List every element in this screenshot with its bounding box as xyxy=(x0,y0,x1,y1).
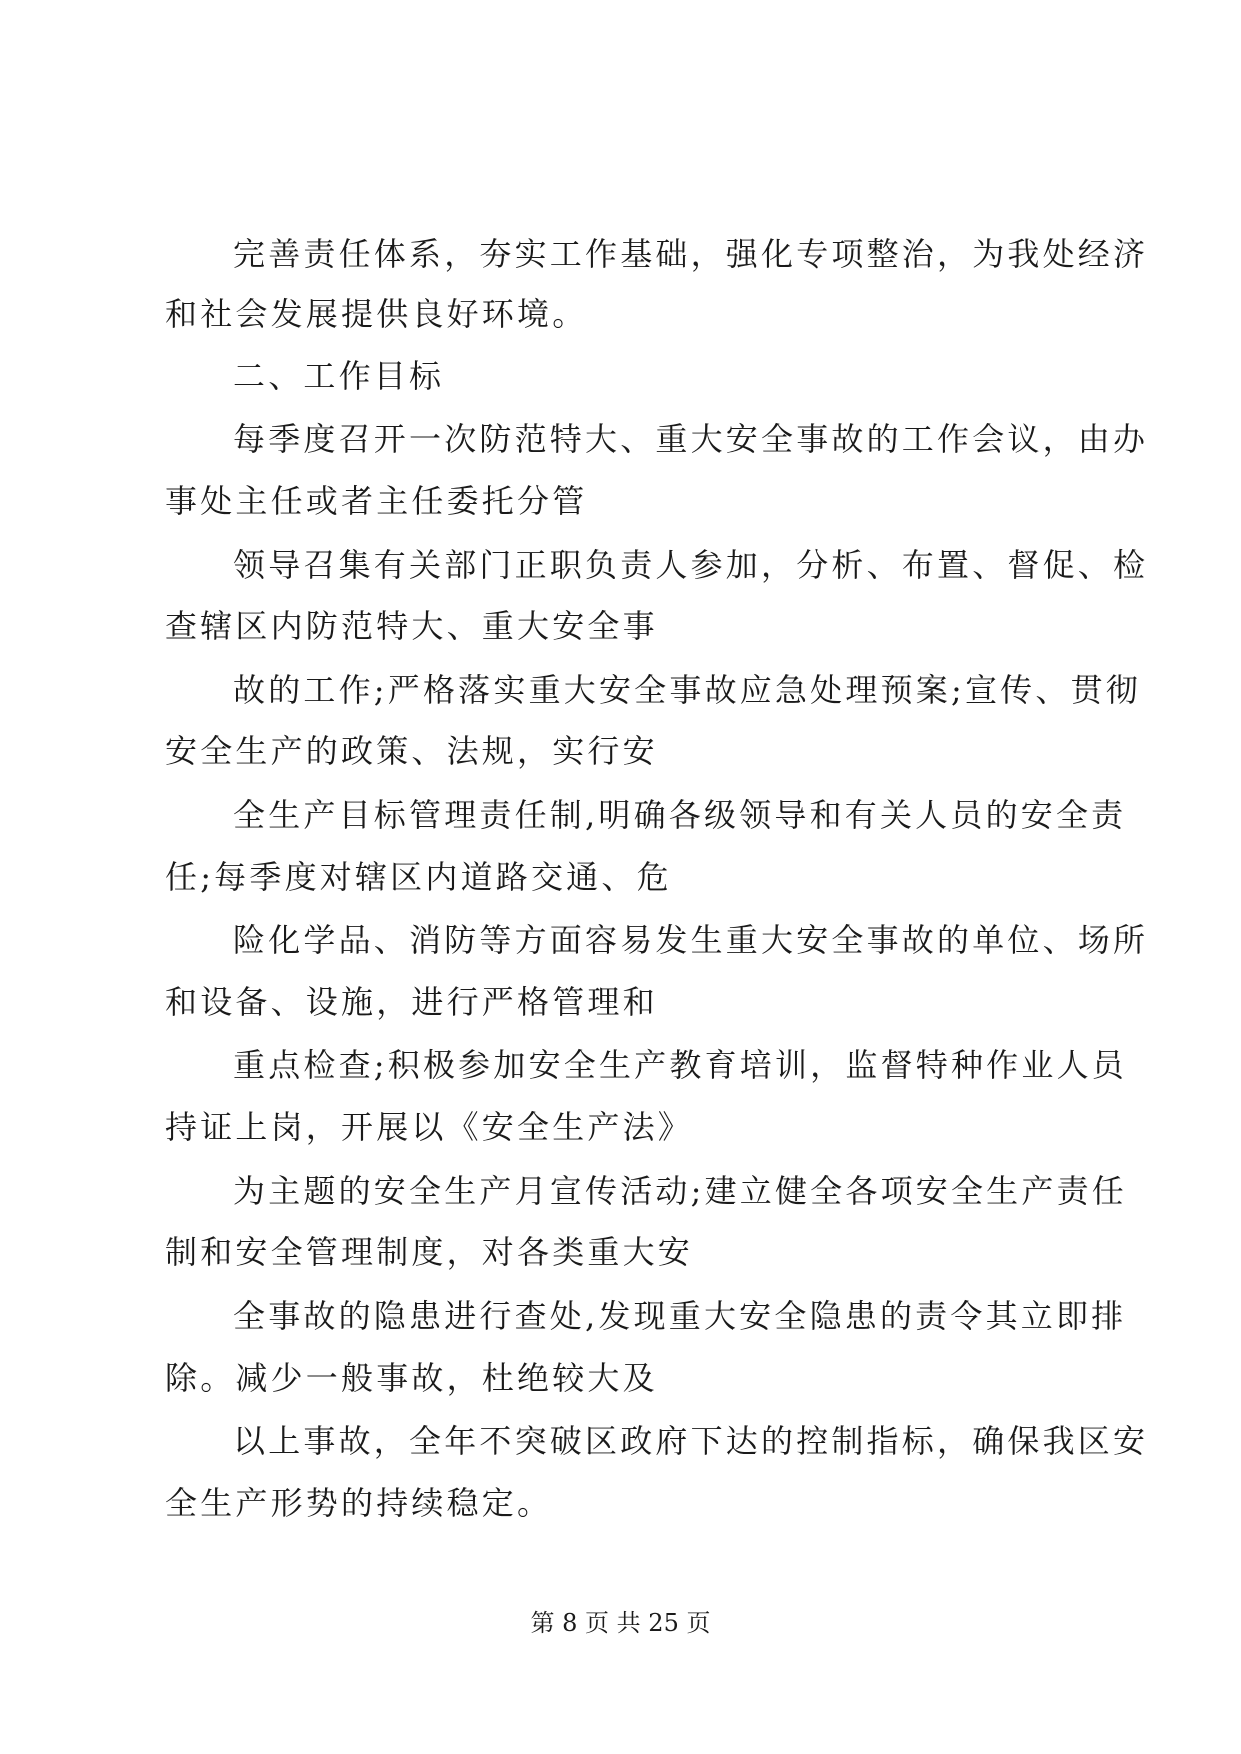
section-heading: 二、工作目标 xyxy=(233,357,445,395)
text-line: 和设备、设施，进行严格管理和 xyxy=(165,983,658,1021)
text-line: 安全生产的政策、法规，实行安 xyxy=(165,732,658,770)
text-line: 持证上岗，开展以《安全生产法》 xyxy=(165,1108,694,1146)
text-line: 任;每季度对辖区内道路交通、危 xyxy=(165,858,672,896)
text-line: 险化学品、消防等方面容易发生重大安全事故的单位、场所 xyxy=(233,921,1149,959)
text-line: 以上事故，全年不突破区政府下达的控制指标，确保我区安 xyxy=(233,1422,1149,1460)
text-line: 领导召集有关部门正职负责人参加，分析、布置、督促、检 xyxy=(233,546,1149,584)
text-line: 查辖区内防范特大、重大安全事 xyxy=(165,607,658,645)
text-line: 重点检查;积极参加安全生产教育培训，监督特种作业人员 xyxy=(233,1046,1127,1084)
text-line: 全生产目标管理责任制,明确各级领导和有关人员的安全责 xyxy=(233,796,1127,834)
page-number-footer: 第 8 页 共 25 页 xyxy=(530,1609,711,1637)
text-line: 为主题的安全生产月宣传活动;建立健全各项安全生产责任 xyxy=(233,1172,1127,1210)
text-line: 全事故的隐患进行查处,发现重大安全隐患的责令其立即排 xyxy=(233,1297,1127,1335)
text-line: 除。减少一般事故，杜绝较大及 xyxy=(165,1359,658,1397)
text-line: 制和安全管理制度，对各类重大安 xyxy=(165,1233,694,1271)
text-line: 每季度召开一次防范特大、重大安全事故的工作会议，由办 xyxy=(233,420,1149,458)
text-line: 完善责任体系，夯实工作基础，强化专项整治，为我处经济 xyxy=(233,235,1149,273)
text-line: 和社会发展提供良好环境。 xyxy=(165,295,588,333)
text-line: 全生产形势的持续稳定。 xyxy=(165,1484,553,1522)
text-line: 事处主任或者主任委托分管 xyxy=(165,482,588,520)
text-line: 故的工作;严格落实重大安全事故应急处理预案;宣传、贯彻 xyxy=(233,671,1141,709)
